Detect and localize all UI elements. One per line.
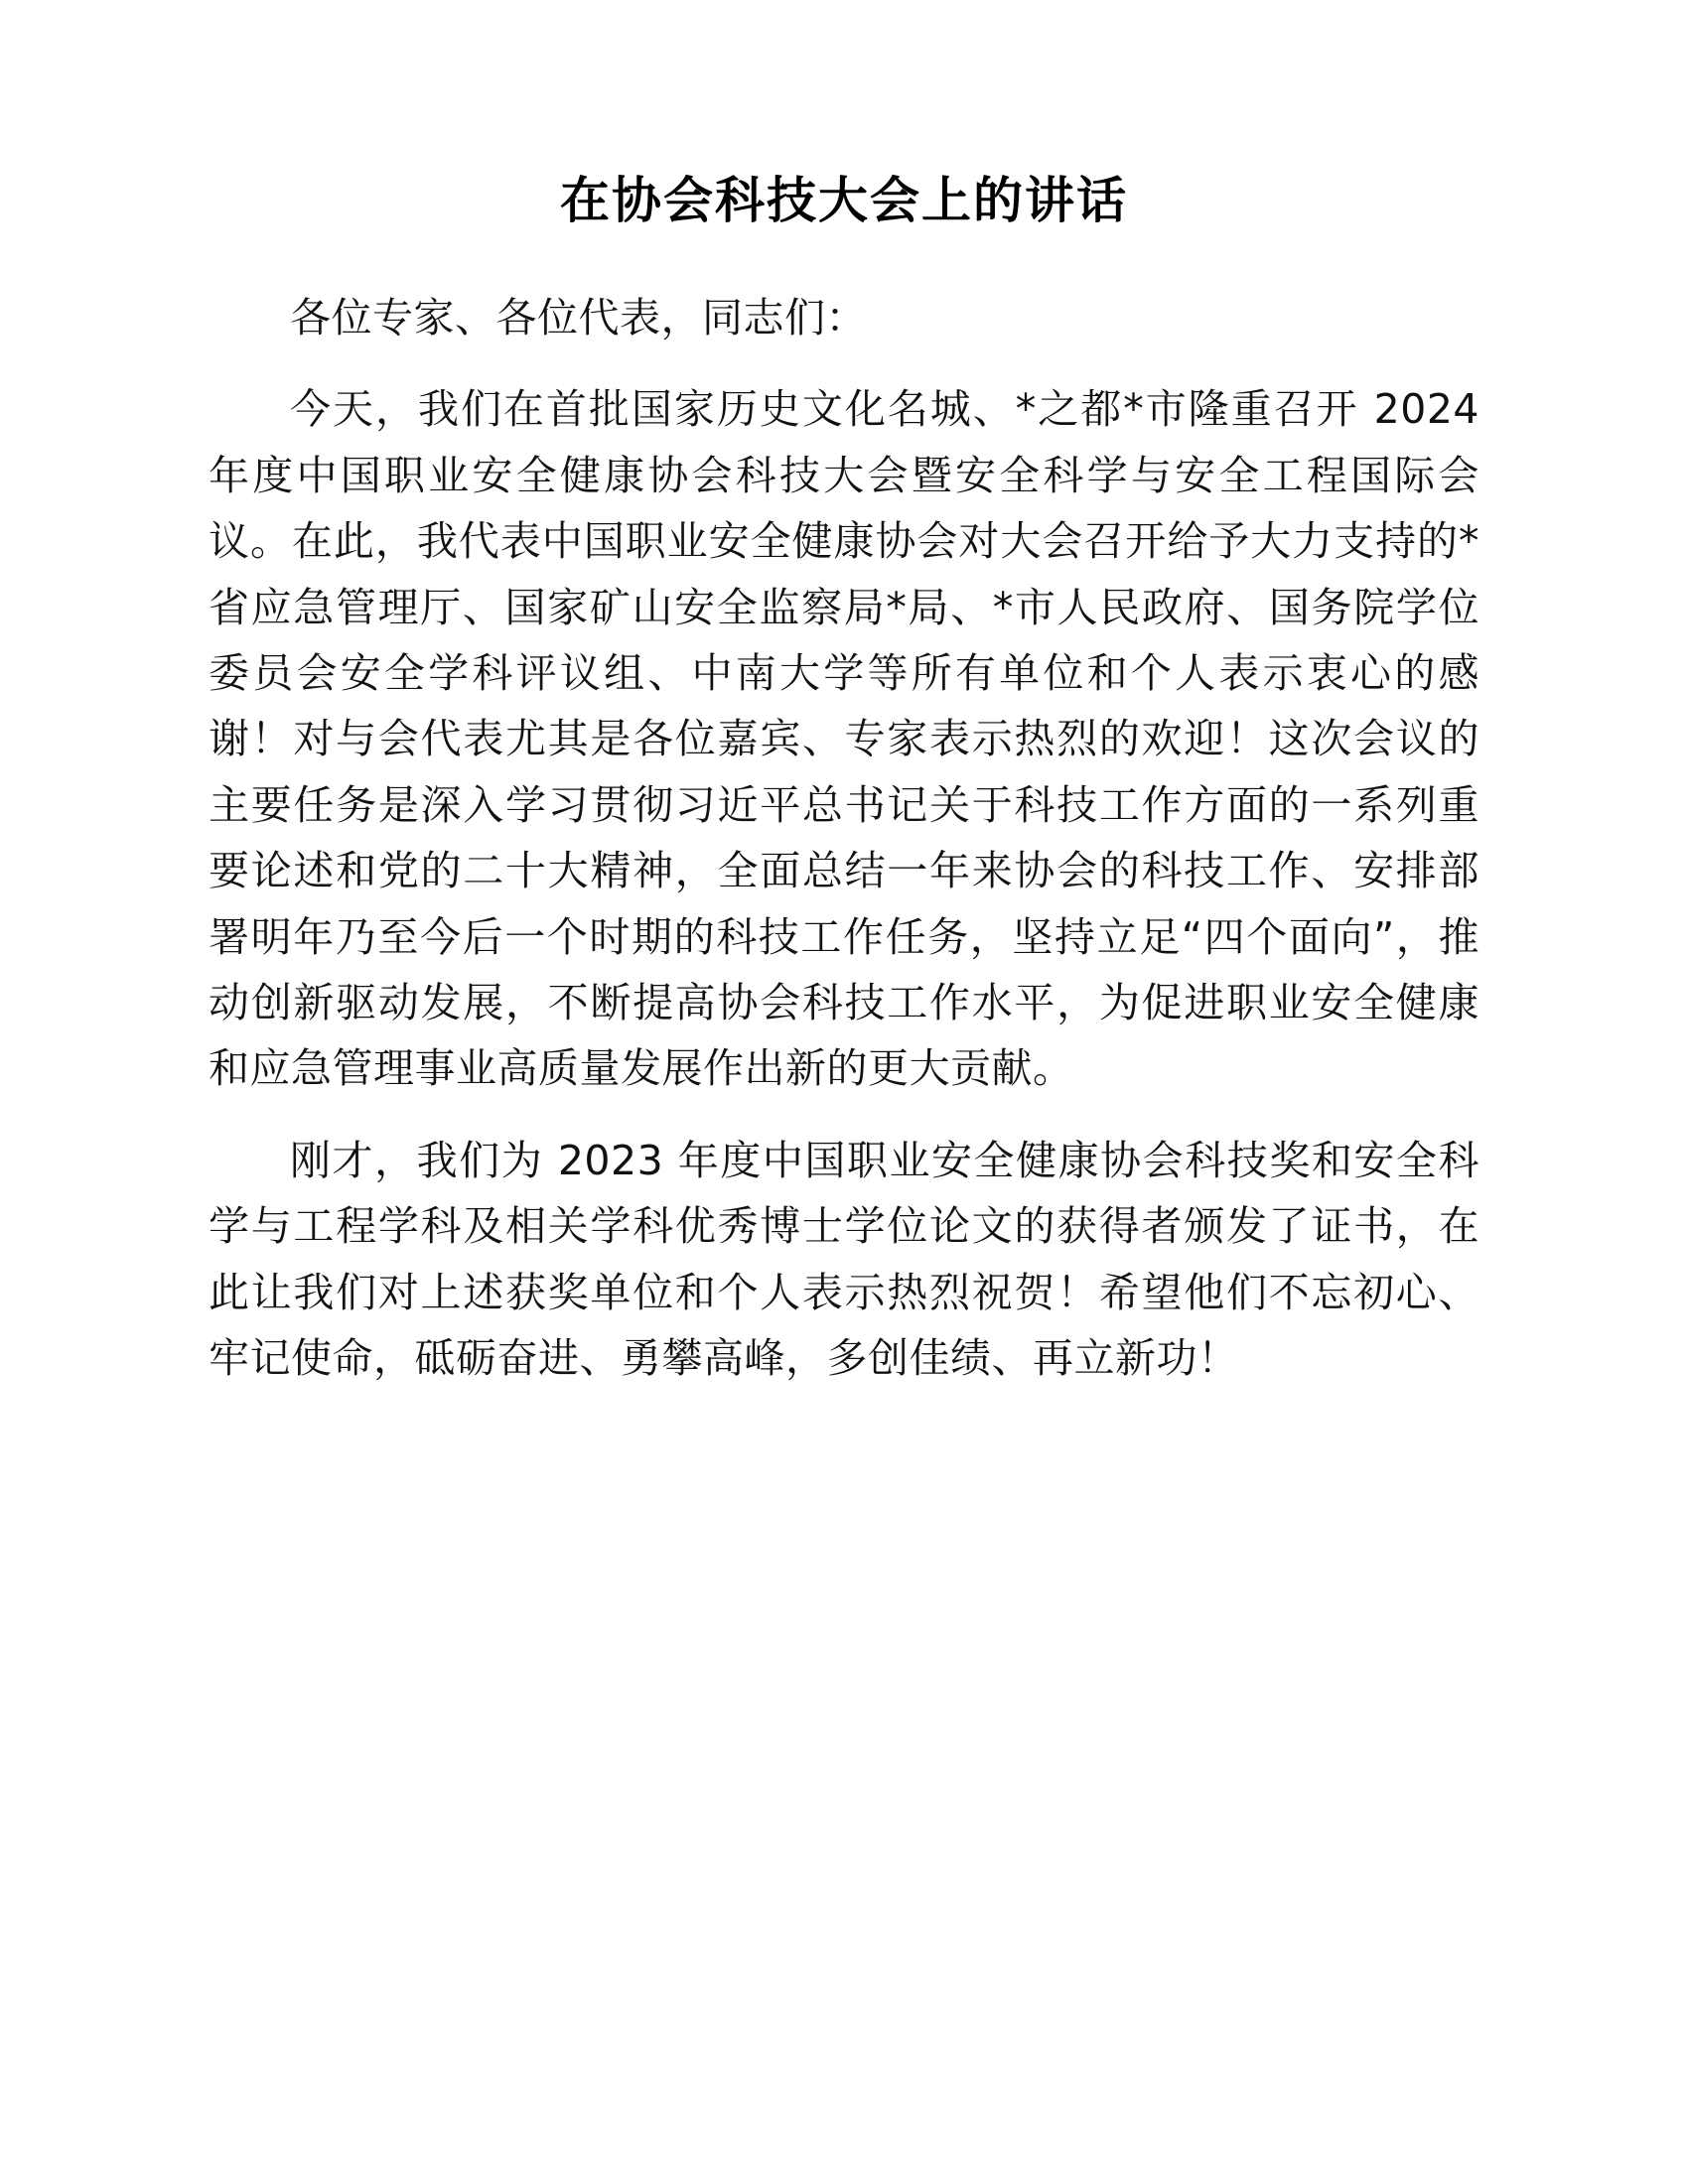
- body-paragraph-2: 刚才，我们为 2023 年度中国职业安全健康协会科技奖和安全科学与工程学科及相关学科优秀博士学位论文的获得者颁发了证书，在此让我们对上述获奖单位和个人表示热烈祝贺！希望他们不忘初心、牢记使命，砥砺奋进、勇攀高峰，多创佳绩、再立新功！: [209, 1136, 1479, 1383]
- salutation-paragraph: 各位专家、各位代表，同志们：: [290, 294, 867, 341]
- page-title: 在协会科技大会上的讲话: [560, 172, 1128, 229]
- body-paragraph-1: 今天，我们在首批国家历史文化名城、*之都*市隆重召开 2024 年度中国职业安全健康协会科技大会暨安全科学与安全工程国际会议。在此，我代表中国职业安全健康协会对大会召开给予大力支持的*省应急管理厅、国家矿山安全监察局*局、*市人民政府、国务院学位委员会安全学科评议组、中南大学等所有单位和个人表示衷心的感谢！对与会代表尤其是各位嘉宾、专家表示热烈的欢迎！这次会议的主要任务是深入学习贯彻习近平总书记关于科技工作方面的一系列重要论述和党的二十大精神，全面总结一年来协会的科技工作、安排部署明年乃至今后一个时期的科技工作任务，坚持立足“四个面向”，推动创新驱动发展，不断提高协会科技工作水平，为促进职业安全健康和应急管理事业高质量发展作出新的更大贡献。: [209, 385, 1479, 1093]
